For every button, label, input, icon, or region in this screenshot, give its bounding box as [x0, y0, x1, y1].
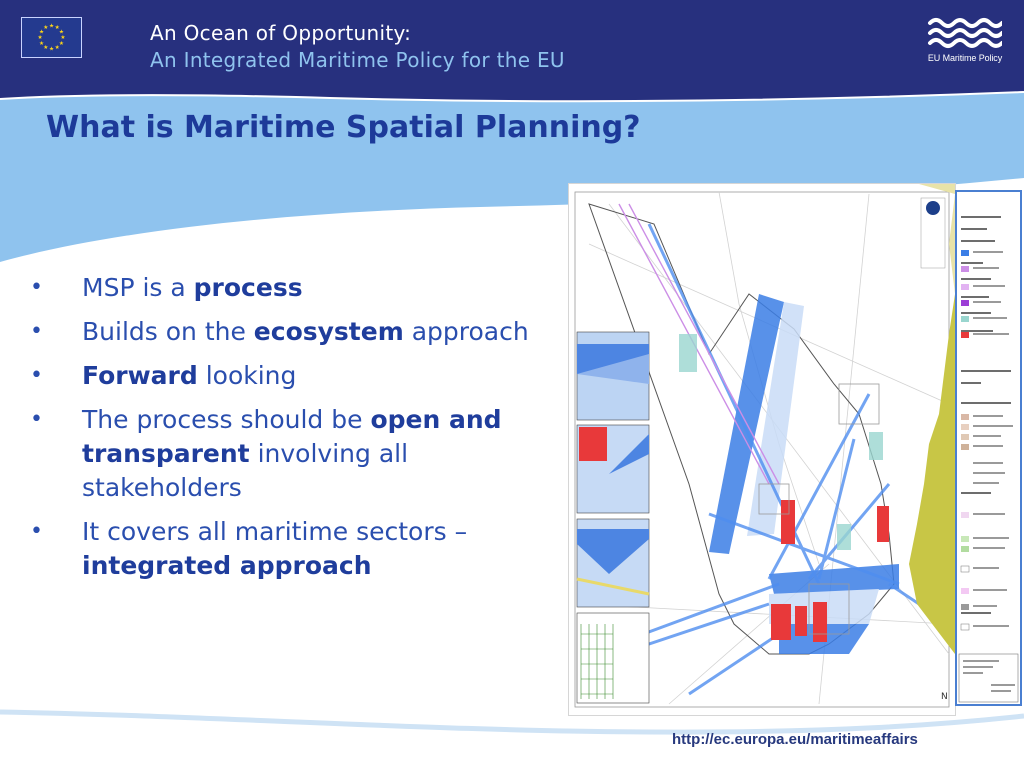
bullet-bold-text: integrated approach [82, 551, 372, 580]
svg-text:★: ★ [43, 25, 49, 32]
bullet-bold-text: Forward [82, 361, 198, 390]
bullet-list [30, 271, 575, 593]
bullet-item [30, 315, 575, 349]
bullet-text: approach [403, 317, 529, 346]
maritime-policy-logo-text: EU Maritime Policy [927, 53, 1003, 63]
bullet-text: The process should be [82, 405, 371, 434]
bullet-dot-icon: • [30, 275, 43, 300]
eu-flag-icon [21, 17, 82, 58]
footer-url-link[interactable]: http://ec.europa.eu/maritimeaffairs [672, 731, 918, 748]
bullet-text: It covers all maritime sectors – [82, 517, 468, 546]
bullet-item [30, 403, 575, 505]
svg-text:★: ★ [39, 40, 45, 47]
bullet-dot-icon: • [30, 319, 43, 344]
header-title-line2: An Integrated Maritime Policy for the EU [150, 48, 565, 72]
bullet-bold-text: open and transparent [82, 405, 502, 468]
bullet-item [30, 515, 575, 583]
svg-text:★: ★ [60, 35, 66, 42]
bullet-text: involving all stakeholders [82, 439, 409, 502]
map-legend [955, 190, 1022, 706]
svg-text:★: ★ [48, 46, 55, 53]
bullet-text: looking [197, 361, 297, 390]
msp-map-image [568, 183, 956, 716]
svg-text:★: ★ [54, 45, 60, 52]
bullet-bold-text: process [193, 273, 303, 302]
svg-text:★: ★ [48, 23, 55, 30]
svg-text:★: ★ [54, 25, 60, 32]
svg-text:★: ★ [39, 29, 45, 36]
slide-title: What is Maritime Spatial Planning? [46, 110, 641, 145]
bullet-dot-icon: • [30, 363, 43, 388]
header-title-line1: An Ocean of Opportunity: [150, 21, 412, 45]
bullet-text: Builds on the [82, 317, 254, 346]
svg-text:★: ★ [58, 29, 64, 36]
north-arrow-label: N [941, 692, 948, 702]
bullet-item [30, 359, 575, 393]
svg-text:★: ★ [58, 40, 64, 47]
bullet-dot-icon: • [30, 519, 43, 544]
bullet-dot-icon: • [30, 407, 43, 432]
svg-text:★: ★ [43, 45, 49, 52]
svg-text:★: ★ [37, 35, 43, 42]
bullet-bold-text: ecosystem [253, 317, 404, 346]
bullet-item [30, 271, 575, 305]
bullet-text: MSP is a [82, 273, 194, 302]
